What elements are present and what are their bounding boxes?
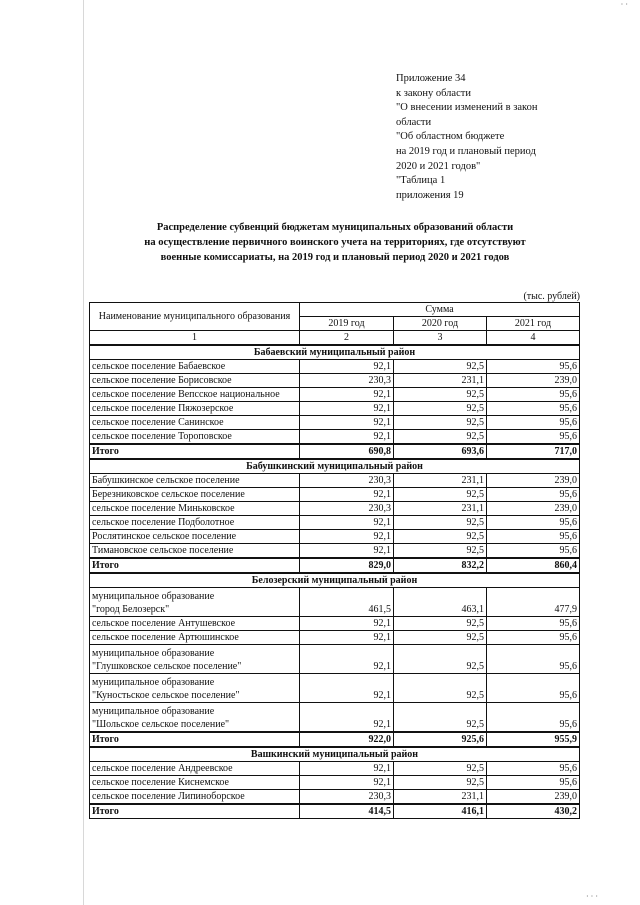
table-row [90, 360, 580, 374]
amount-2019: 92,1 [300, 631, 394, 645]
amount-2020: 92,5 [394, 388, 487, 402]
amount-2021: 239,0 [487, 790, 580, 805]
amount-2020: 92,5 [394, 402, 487, 416]
amount-2020: 92,5 [394, 617, 487, 631]
amount-2020: 463,1 [394, 588, 487, 617]
municipality-name-line: "город Белозерск" [92, 604, 170, 615]
table-row [90, 516, 580, 530]
header-line: на 2019 год и плановый период [396, 145, 536, 157]
amount-2019: 92,1 [300, 762, 394, 776]
total-row [90, 804, 580, 819]
table-row [90, 374, 580, 388]
total-amount-2020: 925,6 [394, 732, 487, 747]
table-row [90, 645, 580, 674]
column-header-sum: Сумма [300, 303, 580, 317]
municipality-name-line: сельское поселение Пяжозерское [92, 403, 234, 414]
municipality-name-line: сельское поселение Артюшинское [92, 632, 239, 643]
district-title: Бабушкинский муниципальный район [90, 459, 580, 474]
amount-2021: 95,6 [487, 516, 580, 530]
municipality-name-line: сельское поселение Вепсское национальное [92, 389, 280, 400]
district-title: Белозерский муниципальный район [90, 573, 580, 588]
total-row [90, 558, 580, 573]
amount-2019: 92,1 [300, 430, 394, 445]
amount-2020: 92,5 [394, 516, 487, 530]
amount-2019: 92,1 [300, 703, 394, 733]
municipality-name [90, 617, 300, 631]
amount-2021: 95,6 [487, 430, 580, 445]
amount-2019: 461,5 [300, 588, 394, 617]
total-amount-2020: 693,6 [394, 444, 487, 459]
amount-2020: 231,1 [394, 374, 487, 388]
municipality-name [90, 374, 300, 388]
total-row [90, 444, 580, 459]
table-row [90, 631, 580, 645]
table-body [90, 345, 580, 819]
municipality-name-line: сельское поселение Андреевское [92, 763, 233, 774]
amount-2019: 92,1 [300, 674, 394, 703]
total-label: Итого [90, 444, 300, 459]
district-title: Бабаевский муниципальный район [90, 345, 580, 360]
amount-2020: 92,5 [394, 544, 487, 559]
amount-2021: 95,6 [487, 674, 580, 703]
municipality-name [90, 674, 300, 703]
municipality-name [90, 416, 300, 430]
amount-2020: 92,5 [394, 430, 487, 445]
total-amount-2020: 416,1 [394, 804, 487, 819]
table-row [90, 703, 580, 733]
amount-2019: 92,1 [300, 402, 394, 416]
total-row [90, 732, 580, 747]
amount-2021: 95,6 [487, 617, 580, 631]
title-line: на осуществление первичного воинского учета на территориях, где отсутствуют [144, 237, 526, 249]
municipality-name-line: муниципальное образование [92, 648, 215, 659]
total-amount-2020: 832,2 [394, 558, 487, 573]
amount-2019: 92,1 [300, 544, 394, 559]
municipality-name [90, 588, 300, 617]
amount-2019: 230,3 [300, 474, 394, 488]
header-line: "Таблица 1 [396, 175, 446, 187]
column-header-2019: 2019 год [300, 317, 394, 331]
municipality-name [90, 474, 300, 488]
total-label: Итого [90, 804, 300, 819]
district-row [90, 747, 580, 762]
municipality-name-line: сельское поселение Бабаевское [92, 361, 226, 372]
amount-2020: 92,5 [394, 530, 487, 544]
amount-2020: 231,1 [394, 502, 487, 516]
table-row [90, 530, 580, 544]
municipality-name [90, 360, 300, 374]
amount-2021: 95,6 [487, 388, 580, 402]
amount-2020: 231,1 [394, 790, 487, 805]
title-line: Распределение субвенций бюджетам муниципальных образований области [156, 222, 514, 233]
municipality-name [90, 388, 300, 402]
municipality-name [90, 645, 300, 674]
column-index: 2 [300, 331, 394, 346]
table-row [90, 416, 580, 430]
column-index: 4 [487, 331, 580, 346]
district-row [90, 345, 580, 360]
table-row [90, 502, 580, 516]
table-row [90, 544, 580, 559]
amount-2021: 477,9 [487, 588, 580, 617]
amount-2021: 95,6 [487, 416, 580, 430]
column-index: 1 [90, 331, 300, 346]
amount-2021: 239,0 [487, 374, 580, 388]
amount-2021: 95,6 [487, 544, 580, 559]
header-line: области [396, 116, 432, 128]
district-row [90, 573, 580, 588]
header-line: "Об областном бюджете [396, 131, 505, 143]
amount-2021: 95,6 [487, 645, 580, 674]
amount-2021: 95,6 [487, 631, 580, 645]
amount-2020: 92,5 [394, 360, 487, 374]
title-line: военные комиссариаты, на 2019 год и плановый период 2020 и 2021 годов [160, 252, 510, 264]
amount-2020: 92,5 [394, 776, 487, 790]
amount-2021: 95,6 [487, 530, 580, 544]
amount-2021: 95,6 [487, 488, 580, 502]
municipality-name-line: Березниковское сельское поселение [92, 489, 245, 500]
amount-2019: 92,1 [300, 776, 394, 790]
amount-2021: 239,0 [487, 474, 580, 488]
amount-2021: 95,6 [487, 703, 580, 733]
municipality-name-line: Бабушкинское сельское поселение [92, 475, 240, 486]
appendix-header [396, 72, 616, 203]
municipality-name-line: "Куностьское сельское поселение" [92, 690, 240, 701]
municipality-name [90, 516, 300, 530]
municipality-name-line: сельское поселение Санинское [92, 417, 224, 428]
amount-2020: 92,5 [394, 762, 487, 776]
column-header-name: Наименование муниципального образования [90, 303, 300, 331]
table-row [90, 776, 580, 790]
table-row [90, 617, 580, 631]
municipality-name-line: сельское поселение Миньковское [92, 503, 235, 514]
table-row [90, 790, 580, 805]
document-title [90, 220, 580, 266]
municipality-name [90, 430, 300, 445]
table-row [90, 474, 580, 488]
municipality-name [90, 790, 300, 805]
column-index: 3 [394, 331, 487, 346]
amount-2019: 92,1 [300, 388, 394, 402]
amount-2021: 95,6 [487, 762, 580, 776]
amount-2019: 92,1 [300, 488, 394, 502]
amount-2020: 92,5 [394, 488, 487, 502]
table-row [90, 388, 580, 402]
table-row [90, 402, 580, 416]
amount-2020: 92,5 [394, 631, 487, 645]
subsidy-table [89, 302, 580, 819]
amount-2019: 230,3 [300, 502, 394, 516]
municipality-name-line: Рослятинское сельское поселение [92, 531, 237, 542]
total-label: Итого [90, 732, 300, 747]
district-row [90, 459, 580, 474]
total-amount-2019: 690,8 [300, 444, 394, 459]
amount-2019: 230,3 [300, 374, 394, 388]
amount-2021: 239,0 [487, 502, 580, 516]
header-line: 2020 и 2021 годов" [396, 160, 481, 172]
header-line: Приложение 34 [396, 73, 466, 84]
municipality-name-line: муниципальное образование [92, 706, 215, 717]
municipality-name-line: "Глушковское сельское поселение" [92, 661, 242, 672]
municipality-name [90, 776, 300, 790]
municipality-name-line: Тимановское сельское поселение [92, 545, 234, 556]
amount-2019: 92,1 [300, 617, 394, 631]
municipality-name-line: сельское поселение Тороповское [92, 431, 232, 442]
units-label: (тыс. рублей) [523, 291, 580, 302]
amount-2021: 95,6 [487, 402, 580, 416]
municipality-name-line: сельское поселение Борисовское [92, 375, 232, 386]
table-row [90, 430, 580, 445]
header-line: приложения 19 [396, 189, 464, 201]
total-amount-2021: 860,4 [487, 558, 580, 573]
municipality-name [90, 703, 300, 733]
amount-2019: 92,1 [300, 530, 394, 544]
municipality-name [90, 762, 300, 776]
bottom-mark: · · · [586, 892, 598, 901]
total-amount-2021: 430,2 [487, 804, 580, 819]
total-amount-2021: 717,0 [487, 444, 580, 459]
municipality-name [90, 530, 300, 544]
total-amount-2021: 955,9 [487, 732, 580, 747]
column-header-2020: 2020 год [394, 317, 487, 331]
total-label: Итого [90, 558, 300, 573]
municipality-name-line: муниципальное образование [92, 591, 215, 602]
header-line: "О внесении изменений в закон [396, 102, 538, 114]
amount-2019: 92,1 [300, 516, 394, 530]
amount-2019: 92,1 [300, 360, 394, 374]
municipality-name [90, 488, 300, 502]
amount-2019: 92,1 [300, 645, 394, 674]
municipality-name-line: сельское поселение Антушевское [92, 618, 236, 629]
total-amount-2019: 414,5 [300, 804, 394, 819]
amount-2020: 92,5 [394, 416, 487, 430]
municipality-name-line: сельское поселение Киснемское [92, 777, 229, 788]
municipality-name [90, 544, 300, 559]
table-row [90, 762, 580, 776]
district-title: Вашкинский муниципальный район [90, 747, 580, 762]
total-amount-2019: 922,0 [300, 732, 394, 747]
municipality-name-line: муниципальное образование [92, 677, 215, 688]
municipality-name-line: "Шольское сельское поселение" [92, 719, 230, 730]
municipality-name [90, 402, 300, 416]
amount-2020: 92,5 [394, 703, 487, 733]
amount-2020: 92,5 [394, 674, 487, 703]
municipality-name [90, 502, 300, 516]
amount-2019: 92,1 [300, 416, 394, 430]
amount-2021: 95,6 [487, 776, 580, 790]
table-row [90, 588, 580, 617]
corner-mark: · · [620, 0, 628, 9]
amount-2020: 92,5 [394, 645, 487, 674]
municipality-name-line: сельское поселение Подболотное [92, 517, 235, 528]
amount-2021: 95,6 [487, 360, 580, 374]
table-row [90, 674, 580, 703]
amount-2019: 230,3 [300, 790, 394, 805]
column-header-2021: 2021 год [487, 317, 580, 331]
municipality-name [90, 631, 300, 645]
amount-2020: 231,1 [394, 474, 487, 488]
municipality-name-line: сельское поселение Липиноборское [92, 791, 245, 802]
left-margin-line [83, 0, 84, 905]
table-row [90, 488, 580, 502]
header-line: к закону области [396, 87, 471, 99]
total-amount-2019: 829,0 [300, 558, 394, 573]
